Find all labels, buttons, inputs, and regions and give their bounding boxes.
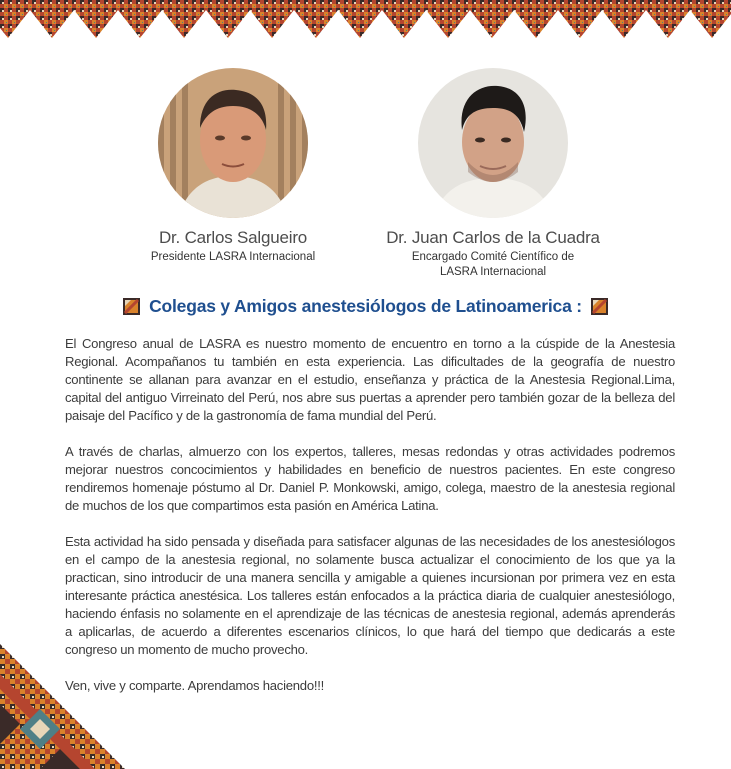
closing-line: Ven, vive y comparte. Aprendamos haciendo!!! bbox=[65, 678, 325, 693]
speaker-role: Presidente LASRA Internacional bbox=[150, 251, 316, 263]
photo-portrait-icon bbox=[418, 68, 568, 218]
paragraph: El Congreso anual de LASRA es nuestro momento de encuentro en torno a la cúspide de la Anestesia Regional. Acompañanos tu también en esta experiencia. Las dificultades de la geografía de nuestro continente se allanan para avanzar en el estudio, enseñanza y práctica de la Anestesia Regional.Lima, capital del antiguo Virreinato del Perú, nos abre sus puertas a aprender pero también gozar de la belleza del paisaje del Pacífico y de la gastronomía de fama mundial del Perú. bbox=[65, 336, 675, 423]
speaker-name: Dr. Juan Carlos de la Cuadra bbox=[386, 228, 600, 247]
corner-decorative-pattern bbox=[0, 644, 125, 769]
woven-square-icon bbox=[591, 298, 608, 315]
photo-portrait-icon bbox=[158, 68, 308, 218]
speaker-photo bbox=[418, 68, 568, 218]
speakers-section bbox=[0, 68, 731, 288]
speaker-card bbox=[380, 68, 606, 280]
woven-square-icon bbox=[123, 298, 140, 315]
speaker-role: Encargado Comité Científico de bbox=[411, 251, 575, 263]
section-heading bbox=[0, 296, 731, 317]
heading-text: Colegas y Amigos anestesiólogos de Latinoamerica : bbox=[149, 296, 582, 316]
letter-body bbox=[65, 335, 675, 713]
paragraph: A través de charlas, almuerzo con los expertos, talleres, mesas redondas y otras actividades podremos mejorar nuestros concocimientos y habilidades en beneficio de nuestros pacientes. En este congreso rendiremos homenaje póstumo al Dr. Daniel P. Monkowski, amigo, colega, maestro de la anestesia regional de muchos de los que compartimos esta pasión en América Latina. bbox=[65, 444, 675, 513]
speaker-role: LASRA Internacional bbox=[439, 266, 547, 278]
paragraph: Esta actividad ha sido pensada y diseñada para satisfacer algunas de las necesidades de los anestesiólogos en el campo de la anestesia regional, no solamente busca actualizar el conocimiento de los que ya la practican, sino introducir de una manera sencilla y amigable a quienes incursionan por primera vez en esta interesante práctica anestésica. Los talleres están enfocados a la práctica diaria de cualquier anestesiólogo, haciendo énfasis no solamente en el aprendizaje de las técnicas de anestesia regional, además aprenderás a aplicarlas, de acuerdo a diferentes escenarios clínicos, lo que hará del tiempo que dedicarás a este congreso un momento de mucho provecho. bbox=[65, 534, 675, 657]
speaker-card bbox=[133, 68, 333, 265]
speaker-name: Dr. Carlos Salgueiro bbox=[158, 228, 308, 247]
speaker-photo bbox=[158, 68, 308, 218]
top-decorative-border bbox=[0, 0, 731, 44]
